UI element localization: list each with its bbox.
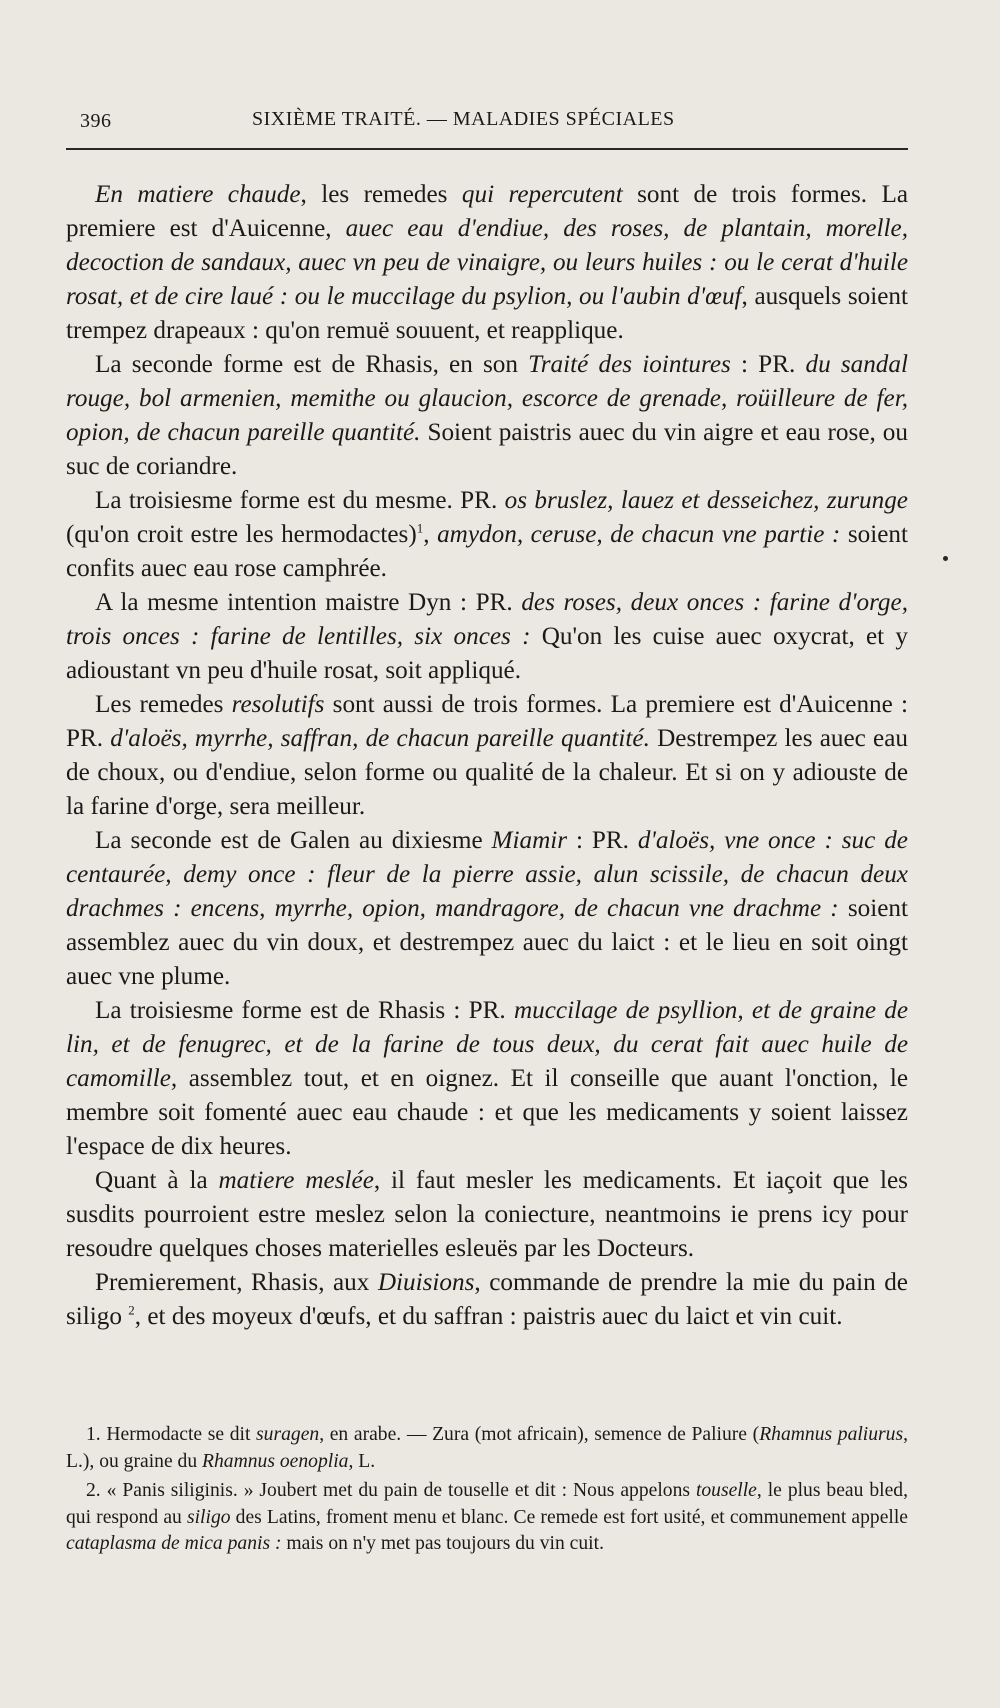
italic-text: os bruslez, lauez et desseichez, zurunge <box>504 487 908 514</box>
italic-text: cataplasma de mica panis : <box>66 1533 282 1554</box>
italic-text: Rhamnus paliurus <box>759 1424 904 1445</box>
text-run: La troisiesme forme est du mesme. PR. <box>95 487 505 514</box>
text-run: soient assemblez auec du vin doux, et destrempez auec du laict : et le lieu en soit oingt auec vne plume. <box>66 895 908 990</box>
text-run: , et des moyeux d'œufs, et du saffran : paistris auec du laict et vin cuit. <box>134 1303 843 1330</box>
paragraph <box>66 178 908 348</box>
footnote-ref: 1 <box>416 520 424 536</box>
text-run: , les remedes <box>300 181 462 208</box>
italic-text: des roses, deux onces : farine d'orge, trois onces : farine de lentilles, six onces : <box>66 589 909 650</box>
text-run: , L. <box>348 1450 376 1472</box>
text-run: , L.), ou graine du <box>66 1424 908 1472</box>
paragraph <box>66 484 908 586</box>
text-run: mais on n'y met pas toujours du vin cuit. <box>281 1533 604 1554</box>
running-title: SIXIÈME TRAITÉ. — MALADIES SPÉCIALES <box>252 108 675 130</box>
text-run: , il faut mesler les medicaments. Et iaçoit que les susdits pourroient estre meslez selon la coniecture, neantmoins ie prens icy pour resoudre quelques choses materielles esleuës par les Docteurs. <box>66 1167 908 1262</box>
paragraph <box>66 1164 908 1266</box>
italic-text: auec eau d'endiue, des roses, de plantain, morelle, decoction de sandaux, auec vn peu de vinaigre, ou leurs huiles : ou le cerat d'huile rosat, et de cire laué : ou le muccilage du psylion, ou l'aubin d'œuf <box>66 215 908 310</box>
paragraph <box>66 1266 908 1334</box>
italic-text: Diuisions <box>377 1269 475 1296</box>
text-run: des Latins, froment menu et blanc. Ce remede est fort usité, et communement appelle <box>230 1506 908 1528</box>
footnote <box>66 1422 908 1475</box>
text-run: (qu'on croit estre les hermodactes) <box>66 521 417 548</box>
text-run: Premierement, Rhasis, aux <box>95 1269 378 1296</box>
italic-text: du sandal rouge, bol armenien, memithe ou glaucion, escorce de grenade, roüilleure de fer, opion, de chacun pareille quantité. <box>66 351 908 446</box>
text-run: Les remedes <box>95 691 232 718</box>
text-run: La seconde est de Galen au dixiesme <box>95 827 492 854</box>
text-run: sont de trois formes. La premiere est d'Auicenne, <box>66 181 909 242</box>
italic-text: muccilage de psyllion, et de graine de lin, et de fenugrec, et de la farine de tous deux, du cerat fait auec huile de camomille, <box>66 997 908 1092</box>
text-run: , ausquels soient trempez drapeaux : qu'on remuë souuent, et reapplique. <box>66 283 908 344</box>
footnotes <box>66 1422 908 1561</box>
text-run: 2. « Panis siliginis. » Joubert met du pain de touselle et dit : Nous appelons <box>86 1480 696 1501</box>
text-run: A la mesme intention maistre Dyn : PR. <box>95 589 522 616</box>
italic-text: d'aloës, vne once : suc de centaurée, demy once : fleur de la pierre assie, alun scissile, de chacun deux drachmes : encens, myrrhe, opion, mandragore, de chacun vne drachme : <box>66 827 908 922</box>
page-number: 396 <box>80 110 112 132</box>
text-run: assemblez tout, et en oignez. Et il conseille que auant l'onction, le membre soit fomenté auec eau chaude : et que les medicaments y soient laissez l'espace de dix heures. <box>66 1065 908 1160</box>
text-run: Destrempez les auec eau de choux, ou d'endiue, selon forme ou qualité de la chaleur. Et si on y adiouste de la farine d'orge, sera meilleur. <box>66 725 908 820</box>
margin-mark <box>943 556 948 561</box>
italic-text: resolutifs <box>231 691 325 718</box>
paragraph <box>66 994 908 1164</box>
italic-text: qui repercutent <box>461 181 623 208</box>
text-run: , en arabe. — Zura (mot africain), semence de Paliure ( <box>319 1424 760 1445</box>
text-run: soient confits auec eau rose camphrée. <box>66 521 909 582</box>
italic-text: matiere meslée <box>218 1167 374 1194</box>
text-run: 1. Hermodacte se dit <box>86 1424 257 1445</box>
italic-text: amydon, ceruse, de chacun vne partie : <box>437 521 841 548</box>
footnote-ref: 2 <box>128 1302 135 1318</box>
italic-text: siligo <box>186 1506 231 1528</box>
text-run: Qu'on les cuise auec oxycrat, et y adioustant vn peu d'huile rosat, soit appliqué. <box>66 623 908 684</box>
text-run: sont aussi de trois formes. La premiere est d'Auicenne : PR. <box>66 691 908 752</box>
paragraph <box>66 688 908 824</box>
text-run: Soient paistris auec du vin aigre et eau rose, ou suc de coriandre. <box>66 419 908 480</box>
paragraph <box>66 348 908 484</box>
italic-text: d'aloës, myrrhe, saffran, de chacun pareille quantité. <box>110 725 650 752</box>
text-run: , le plus beau bled, qui respond au <box>66 1480 908 1528</box>
text-run: La seconde forme est de Rhasis, en son <box>95 351 529 378</box>
text-run: , commande de prendre la mie du pain de siligo <box>66 1269 908 1330</box>
main-text <box>66 178 908 1334</box>
text-run: : PR. <box>730 351 806 378</box>
text-run: La troisiesme forme est de Rhasis : PR. <box>95 997 514 1024</box>
text-run: , <box>423 521 438 548</box>
italic-text: suragen <box>256 1424 320 1445</box>
italic-text: touselle <box>695 1480 757 1501</box>
header-rule <box>66 148 908 150</box>
paragraph <box>66 824 908 994</box>
text-run: Quant à la <box>95 1167 219 1194</box>
italic-text: Rhamnus oenoplia <box>202 1450 349 1472</box>
footnote <box>66 1478 908 1558</box>
paragraph <box>66 586 908 688</box>
italic-text: Traité des iointures <box>528 351 731 378</box>
italic-text: Miamir <box>491 827 568 854</box>
text-run: : PR. <box>567 827 638 854</box>
italic-text: En matiere chaude <box>95 181 301 208</box>
